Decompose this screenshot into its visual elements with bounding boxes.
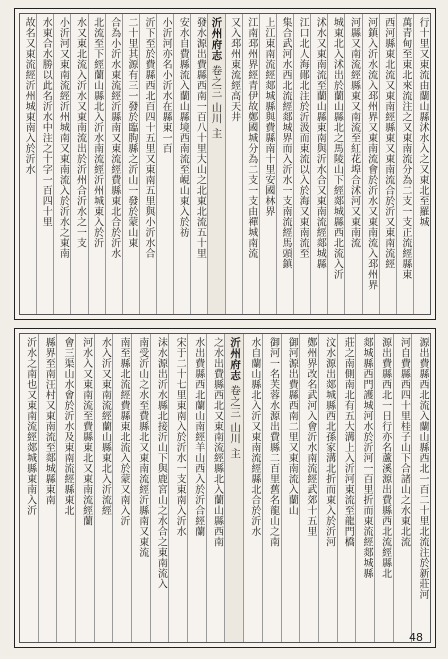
text-column: 小沂河又東南流經沂州城南又東南流入於沂水之東南 — [53, 14, 70, 314]
text-column: 河自費縣西四十里桂子山下合諸山之水東北流 — [393, 334, 412, 642]
text-column: 宋于二十七里東南入於沂水一支東南入沂水 — [168, 334, 187, 642]
top-page — [14, 8, 436, 320]
text-column: 會三渠山水會於沂水及東南流經縣東北 — [56, 334, 75, 642]
text-column: 源出費縣西北一日行亦名蘆溪源出費縣西北流經縣北 — [374, 334, 393, 642]
text-column: 故名又東流經沂州城東南入於沂水 — [23, 17, 35, 175]
text-column: 南至縣北流經費縣東北流入於蒙又南入沂 — [112, 334, 131, 642]
text-column: 行十里又東流由蘭山縣沭水入之又東北至羅城 — [413, 14, 430, 314]
top-page-frame — [19, 13, 431, 315]
text-column: 安水自費縣流入蘭山縣境西南流至峴山東入於祊 — [173, 14, 190, 314]
text-column: 御河一名芙蓉水源出費縣二百里舊名龍山之南 — [262, 334, 281, 642]
banxin-section: 山川 — [229, 421, 242, 444]
text-column: 水東合水勝以此名沂水中注之十字一百四十里 — [36, 14, 53, 314]
text-column: 水又東北流入沂水又東南流出於沂州合沂水之一支 — [70, 14, 87, 314]
page-number: 48 — [409, 631, 423, 644]
text-column: 沂下至於費縣西北百四十五里又東南五里與小沂水合 — [139, 14, 156, 314]
banxin-juan: 卷之三 — [229, 384, 242, 418]
text-column: 郯城縣西門護城河水於沂河一百里折而東流經郯城縣 — [355, 334, 374, 642]
text-column: 上江東南流經郯城縣與費縣南十里安國林界 — [259, 14, 276, 314]
text-column: 水出費縣西北蘭山南經羊山西入於沂合經蘭 — [187, 334, 206, 642]
text-column: 鄭州界改名武河入會沂水南流經武郊十五里 — [299, 334, 318, 642]
text-column: 沂水之南也又東南流經郯城縣東南入沂 — [24, 337, 36, 516]
text-column: 汶水源出郯城縣西北孫家溝北折而東入於沂河 — [318, 334, 337, 642]
text-column: 西河縣東北流又東南經縣東又東南流合於沂又東南流經 — [379, 14, 396, 314]
bottom-page-columns — [20, 334, 430, 642]
banxin-title: 沂州府志 — [229, 337, 242, 381]
banxin-leaf: 主 — [229, 447, 242, 459]
text-column: 源出費縣西北流入蘭山縣西北一百二十里北流注於新莊河 — [411, 334, 430, 642]
text-column: 北流至下經蘭山縣北入沂水南流經沂州城東入於沂 — [88, 14, 105, 314]
text-column: 江口北人海鄖北注於沂汲而東流以入於海又東南流至 — [293, 14, 310, 314]
text-column: 合為小沂水東流經沂縣南又東流經費縣東北合於沂水 — [105, 14, 122, 314]
text-column: 之水出費縣西北又東南流經縣北入蘭山縣西南 — [206, 334, 225, 642]
banxin-leaf: 主 — [210, 127, 223, 139]
text-column: 小沂河亦名小沂水在縣東一百 — [156, 14, 173, 314]
banxin-section: 山川 — [210, 101, 223, 124]
text-column: 又入邳州東流經高天井 — [225, 14, 242, 314]
text-column: 二十里其源有三一發於臨朐縣之沂山一發於蒙山東 — [122, 14, 139, 314]
text-column: 水自蘭山縣北入沂又東南流經縣北合於沂水 — [243, 334, 262, 642]
banxin-juan: 卷之三 — [210, 64, 223, 98]
text-column: 縣界至南汪村又東南流至郯城縣東南 — [38, 334, 57, 642]
text-column: 城東北入沭出於蘭山縣北之馬陵山下經郯城縣西北流入沂 — [327, 14, 344, 314]
text-column: 河水入又東南流至費縣東北又東南流經蘭 — [75, 334, 94, 642]
bottom-page-frame — [19, 333, 431, 643]
bottom-page — [14, 328, 436, 648]
banxin-column — [224, 334, 243, 642]
text-column: 南受沂山之水至費縣北又東南流經沂縣南又東流 — [131, 334, 150, 642]
text-column: 莊之南側南北有五大溝上入沂河東流至龍門橋 — [337, 334, 356, 642]
text-column: 河縣又南流經縣東又南流至紅花埠合沭河又東南流 — [344, 14, 361, 314]
text-column: 水入沂又東南流經蘭山縣東北入沂流經 — [94, 334, 113, 642]
banxin-title: 沂州府志 — [210, 17, 223, 61]
text-column: 河鎮入沂水流入邳州界又東南流會於沂水又東南流入邳州界 — [362, 14, 379, 314]
banxin-column — [207, 14, 224, 314]
text-column: 集合武河水西北流經郯城界而入沂水一支南流經馬頭鎮 — [276, 14, 293, 314]
text-column: 江南邳州界經青伊故鄭國城分為二支一支由禪城南流 — [242, 14, 259, 314]
text-column: 發水源出費縣西南一百八十里大山之北東北流五十里 — [190, 14, 207, 314]
text-column: 沭水又東南流至蘭山縣東南與沂水合又東南流經郯城縣 — [310, 14, 327, 314]
text-column: 萬青甸至東北來流注之又東南流分為二支一支正流經縣東 — [396, 14, 413, 314]
text-column: 御河源出費縣西南二里又東南流入蘭山 — [281, 334, 300, 642]
top-page-columns — [20, 14, 430, 314]
text-column: 沫水源出沂水縣北接沂山下與鹿宮山之水合之東南流入 — [150, 334, 169, 642]
